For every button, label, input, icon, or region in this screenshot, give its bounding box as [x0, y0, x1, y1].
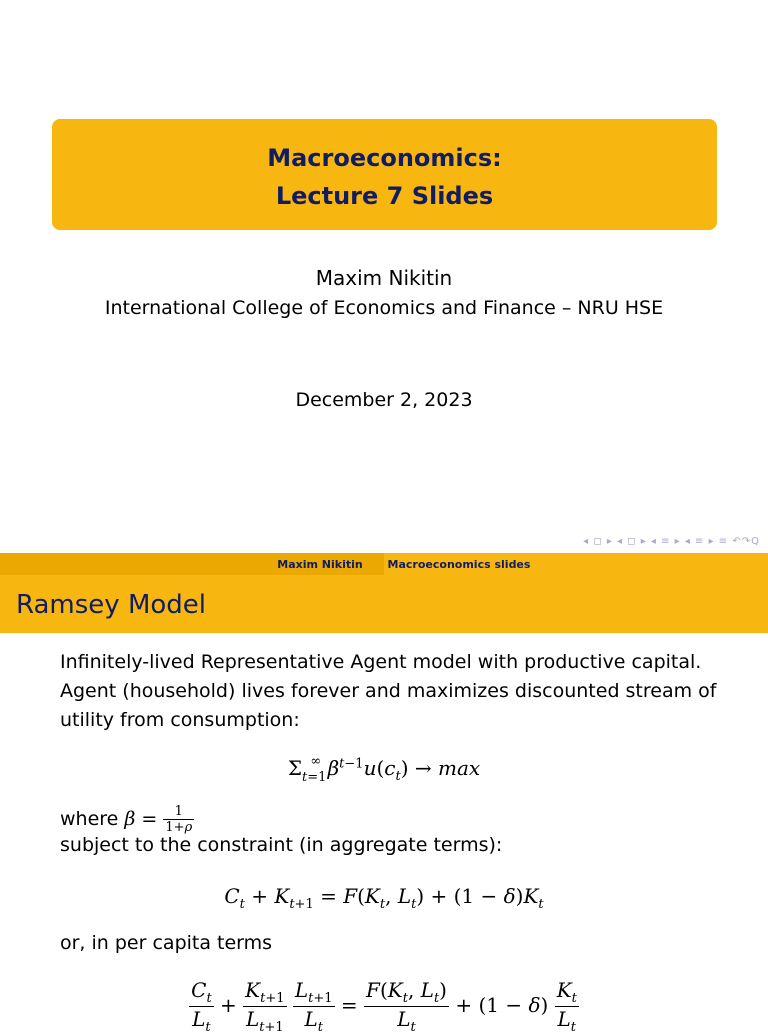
author-name: Maxim Nikitin	[315, 266, 453, 290]
footer-author: Maxim Nikitin	[277, 558, 363, 571]
objective-equation: $\Sigma_{t=1}^\infty$ $\beta^{t-1}u(c_t) \to \max$	[287, 754, 481, 785]
aggregate-constraint: $C_t + K_{t+1} = F(K_t$, $L_t) + (1 - \delta)K_t$	[224, 884, 544, 912]
footer-title: Macroeconomics slides	[387, 558, 531, 571]
where-line: where β = $\frac{1}{1+\rho}$	[60, 804, 193, 835]
navigation-symbols[interactable]: ◂ ◻ ▸ ◂ ◻ ▸ ◂ ≡ ▸ ◂ ≡ ▸ ≡ ↶↷Q	[583, 536, 760, 547]
date: December 2, 2023	[295, 389, 473, 411]
frame-title: Ramsey Model	[16, 590, 207, 620]
subject-line: subject to the constraint (in aggregate terms):	[60, 834, 503, 856]
title-line-2: Lecture 7 Slides	[275, 182, 494, 210]
institution: International College of Economics and Finance – NRU HSE	[104, 297, 664, 319]
intro-paragraph: Infinitely-lived Representative Agent model with productive capital. Agent (household) lives forever and maximizes discounted stream of utility from consumption:	[60, 651, 717, 731]
title-box	[52, 119, 717, 230]
where-label: where	[60, 808, 119, 830]
per-capita-equation: $\frac{C_t}{L_t}$ + $\frac{K_{t+1}}{L_{t+1}}$ $\frac{L_{t+1}}{L_t}$ = $\frac{F(K_t, L_t)}{L_t}$ + (1 − δ) $\frac{K_t}{L_t}$	[191, 978, 577, 1035]
title-line-1: Macroeconomics:	[267, 144, 502, 172]
per-capita-line: or, in per capita terms	[60, 932, 273, 954]
